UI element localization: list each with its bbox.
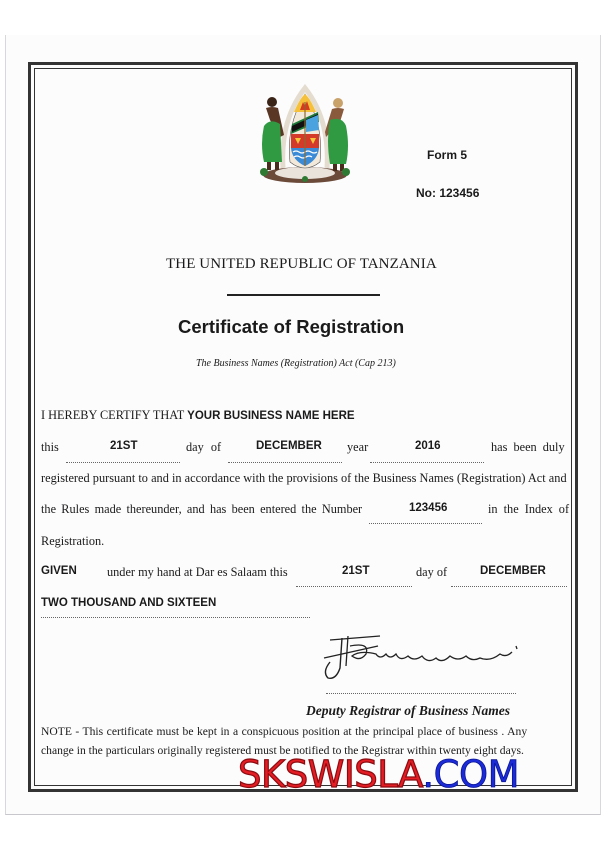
act-subtitle: The Business Names (Registration) Act (Cap 213): [196, 358, 396, 369]
signature-image: [320, 632, 525, 682]
date-year-underline: [370, 462, 484, 463]
crest-plant-right: [342, 168, 350, 176]
given-year-words: TWO THOUSAND AND SIXTEEN: [41, 597, 217, 609]
date-year-value: 2016: [415, 440, 441, 452]
business-name: YOUR BUSINESS NAME HERE: [187, 410, 355, 422]
note-line-2: change in the particulars originally registered must be notified to the Registrar within twenty eight days.: [41, 744, 524, 757]
date-month-value: DECEMBER: [256, 440, 322, 452]
date-day-value: 21ST: [110, 440, 138, 452]
crest-man-robe: [262, 121, 282, 162]
given-year-underline: [41, 617, 310, 618]
signature-line: [326, 693, 516, 694]
watermark-logo: [238, 753, 519, 796]
registration-number-value: 123456: [409, 502, 448, 514]
date-month-underline: [228, 462, 342, 463]
given-label: GIVEN: [41, 565, 77, 577]
note-line-1: NOTE - This certificate must be kept in a conspicuous position at the principal place of business . Any: [41, 725, 528, 738]
body-line-3: Registration.: [41, 534, 105, 548]
watermark-site: SKSWISLA: [238, 753, 423, 796]
date-year-label: year: [347, 440, 369, 454]
registration-number-underline: [369, 523, 482, 524]
country-heading: THE UNITED REPUBLIC OF TANZANIA: [166, 256, 437, 272]
crest-man-head: [267, 97, 277, 107]
date-day-underline: [66, 462, 180, 463]
date-suffix: has been duly: [491, 440, 565, 454]
body-line-1: registered pursuant to and in accordance with the provisions of the Business Names (Registration) Act and: [41, 471, 567, 485]
heading-divider: [227, 294, 380, 296]
certificate-title: Certificate of Registration: [178, 316, 405, 337]
given-text: under my hand at Dar es Salaam this: [107, 565, 288, 579]
given-month-value: DECEMBER: [480, 565, 546, 577]
form-label: Form 5: [427, 148, 468, 162]
given-month-underline: [451, 586, 567, 587]
certify-prefix: I HEREBY CERTIFY THAT: [41, 408, 185, 422]
certify-line: [41, 408, 355, 423]
crest-plant-left: [260, 168, 268, 176]
given-day-value: 21ST: [342, 565, 370, 577]
date-this: this: [41, 440, 59, 454]
watermark-tld: .COM: [422, 753, 519, 796]
certificate-number: No: 123456: [416, 186, 480, 200]
crest-woman-robe: [328, 119, 348, 164]
body-line-2: the Rules made thereunder, and has been entered the Number: [41, 502, 363, 516]
given-day-underline: [296, 586, 412, 587]
given-day-of: day of: [416, 565, 448, 579]
signatory-title: Deputy Registrar of Business Names: [306, 703, 511, 718]
crest-woman-head: [333, 98, 343, 108]
date-day-of: day of: [186, 440, 222, 454]
body-line-2-suffix: in the Index of: [488, 502, 570, 516]
coat-of-arms-icon: [250, 80, 360, 185]
